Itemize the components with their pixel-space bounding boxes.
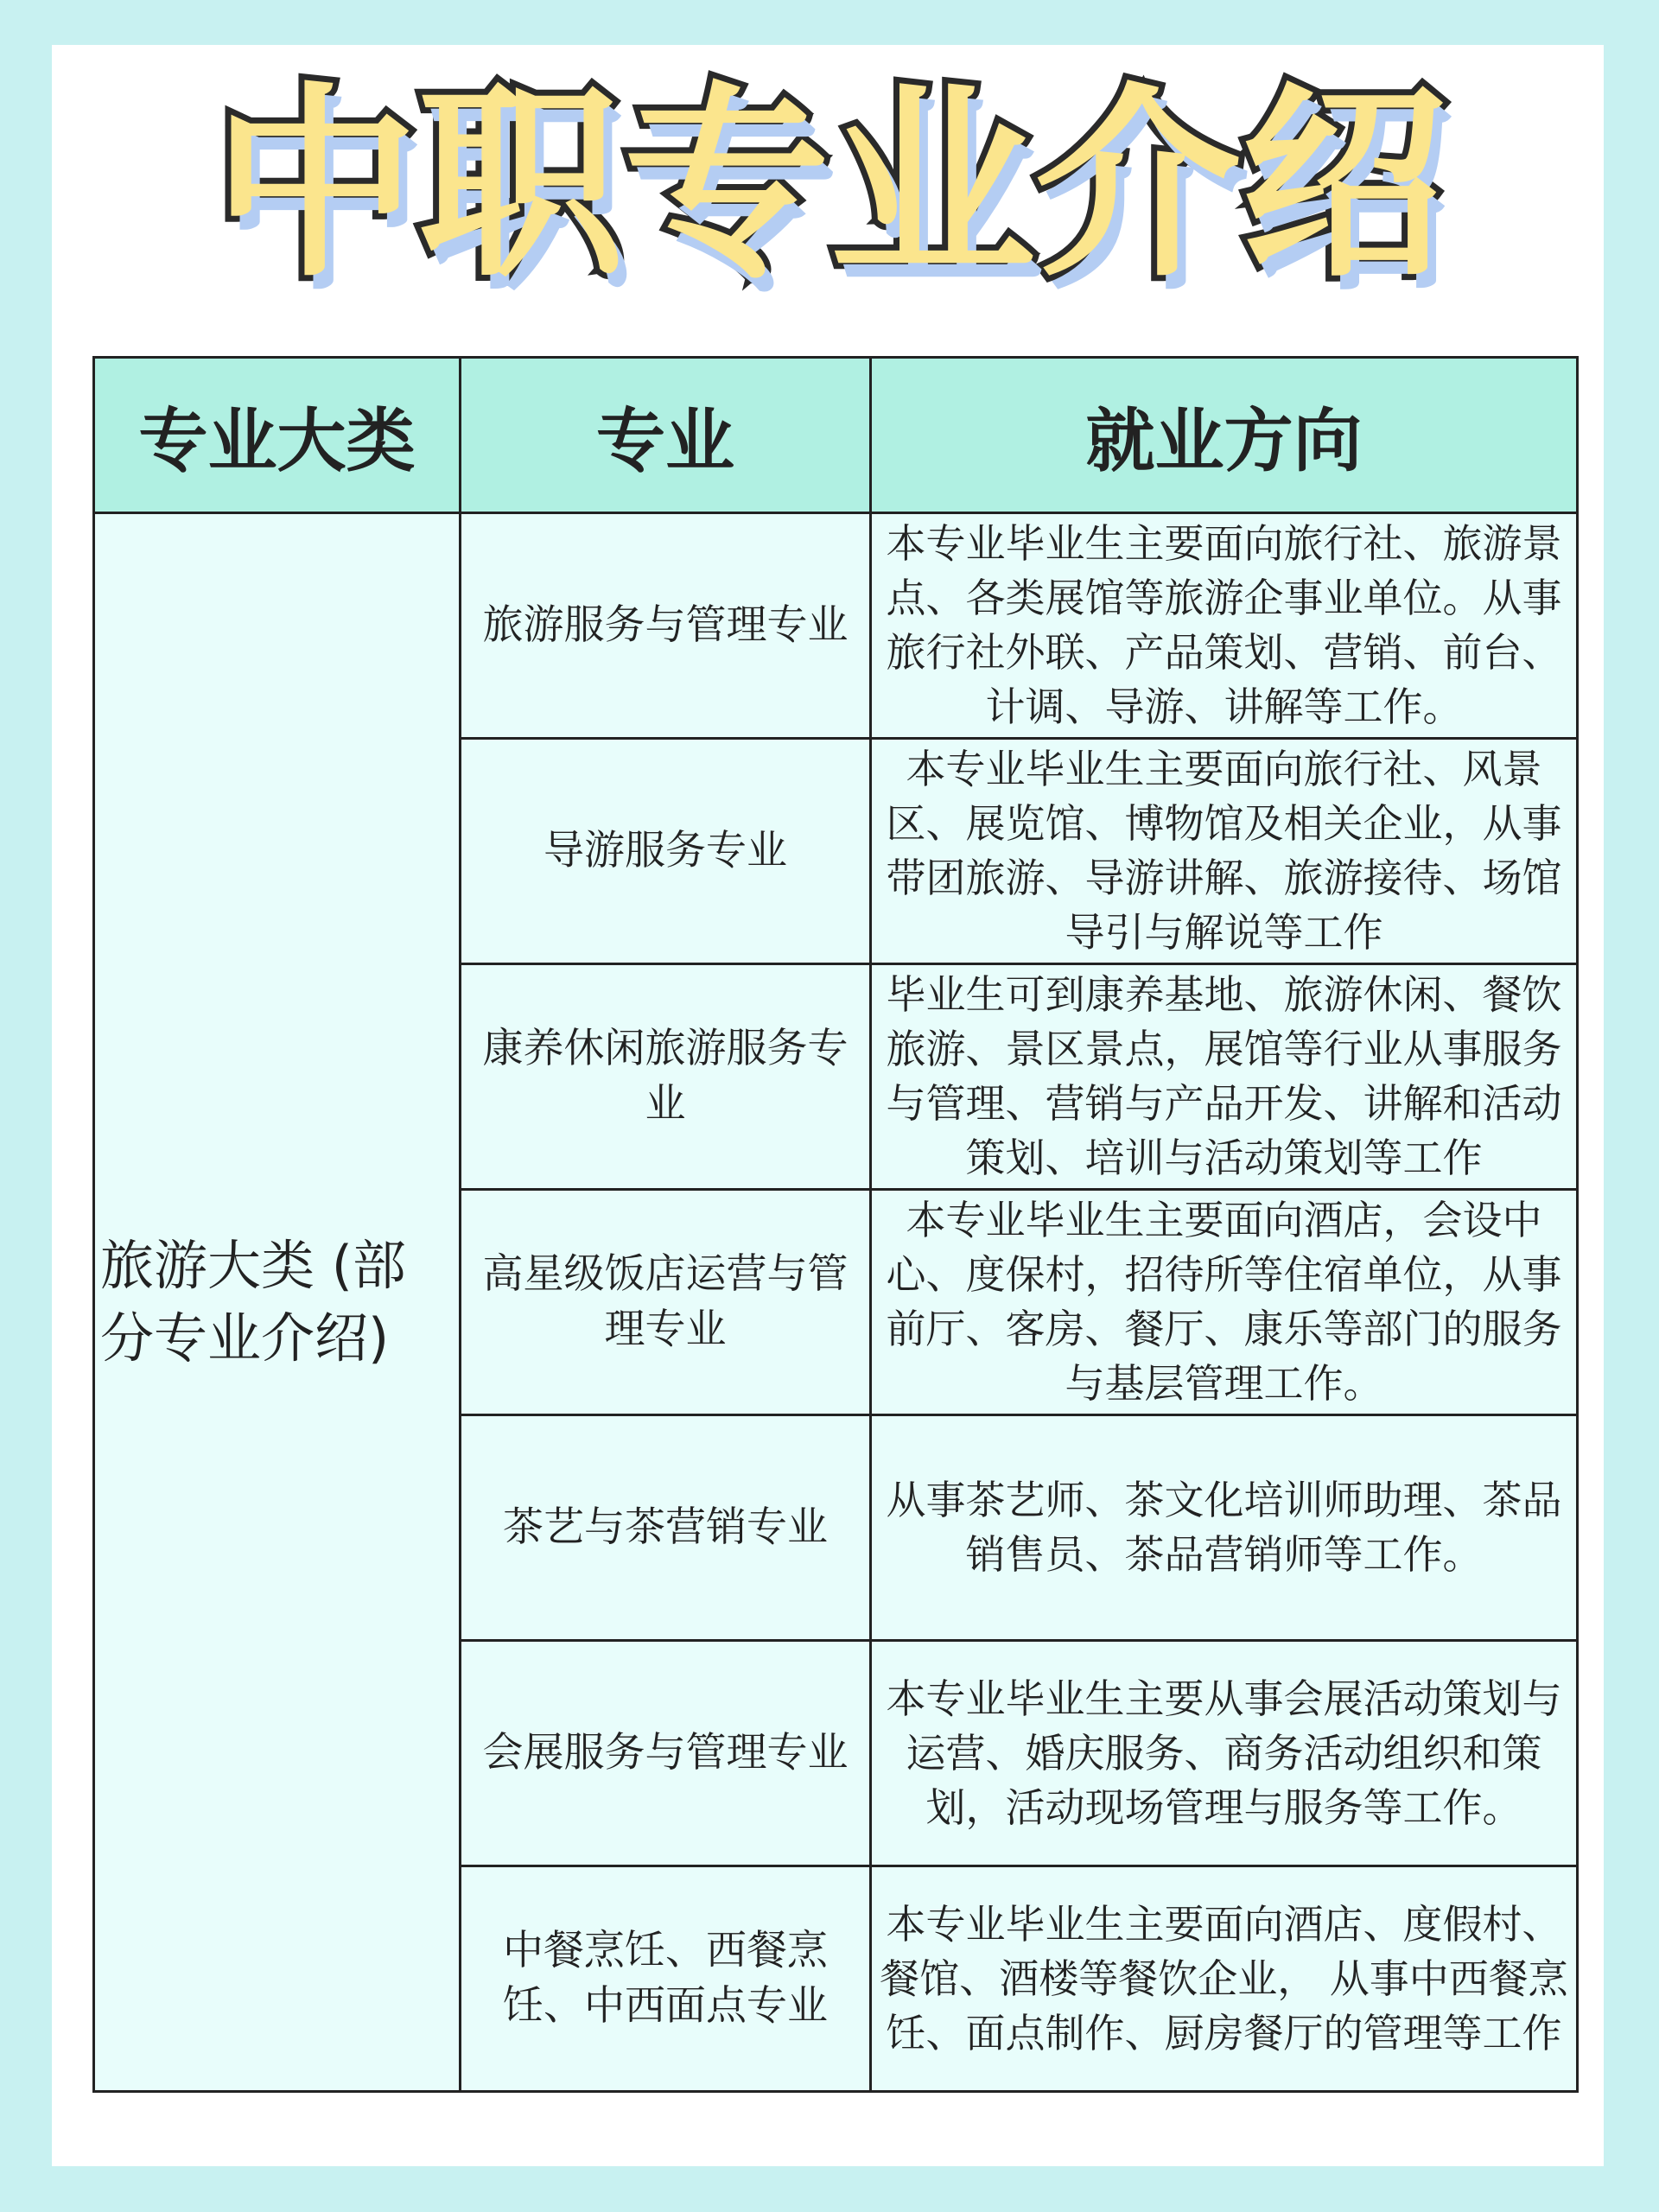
majors-table [92,356,1579,2093]
major-cell: 会展服务与管理专业 [461,1641,871,1866]
major-cell: 茶艺与茶营销专业 [461,1415,871,1641]
direction-cell: 本专业毕业生主要面向旅行社、旅游景点、各类展馆等旅游企事业单位。从事旅行社外联、产品策划、营销、前台、计调、导游、讲解等工作。 [871,513,1578,739]
table-header-row [94,358,1578,513]
direction-cell: 本专业毕业生主要面向酒店、度假村、餐馆、酒楼等餐饮企业， 从事中西餐烹饪、面点制作、厨房餐厅的管理等工作 [871,1866,1578,2092]
table-row [94,513,1578,739]
direction-cell: 从事茶艺师、茶文化培训师助理、茶品销售员、茶品营销师等工作。 [871,1415,1578,1641]
header-direction: 就业方向 [871,358,1578,513]
page-title: 中职专业介绍 [213,66,1446,305]
major-cell: 高星级饭店运营与管理专业 [461,1190,871,1415]
category-cell: 旅游大类 (部分专业介绍) [94,513,461,2092]
direction-cell: 本专业毕业生主要面向旅行社、风景区、展览馆、博物馆及相关企业，从事带团旅游、导游讲解、旅游接待、场馆导引与解说等工作 [871,739,1578,964]
direction-cell: 本专业毕业生主要从事会展活动策划与运营、婚庆服务、商务活动组织和策划，活动现场管理与服务等工作。 [871,1641,1578,1866]
direction-cell: 本专业毕业生主要面向酒店，会设中心、度保村，招待所等住宿单位，从事前厅、客房、餐厅、康乐等部门的服务与基层管理工作。 [871,1190,1578,1415]
header-major: 专业 [461,358,871,513]
major-cell: 康养休闲旅游服务专业 [461,964,871,1190]
direction-cell: 毕业生可到康养基地、旅游休闲、餐饮旅游、景区景点，展馆等行业从事服务与管理、营销与产品开发、讲解和活动策划、培训与活动策划等工作 [871,964,1578,1190]
major-cell: 导游服务专业 [461,739,871,964]
major-cell: 旅游服务与管理专业 [461,513,871,739]
major-cell: 中餐烹饪、西餐烹饪、中西面点专业 [461,1866,871,2092]
header-category: 专业大类 [94,358,461,513]
